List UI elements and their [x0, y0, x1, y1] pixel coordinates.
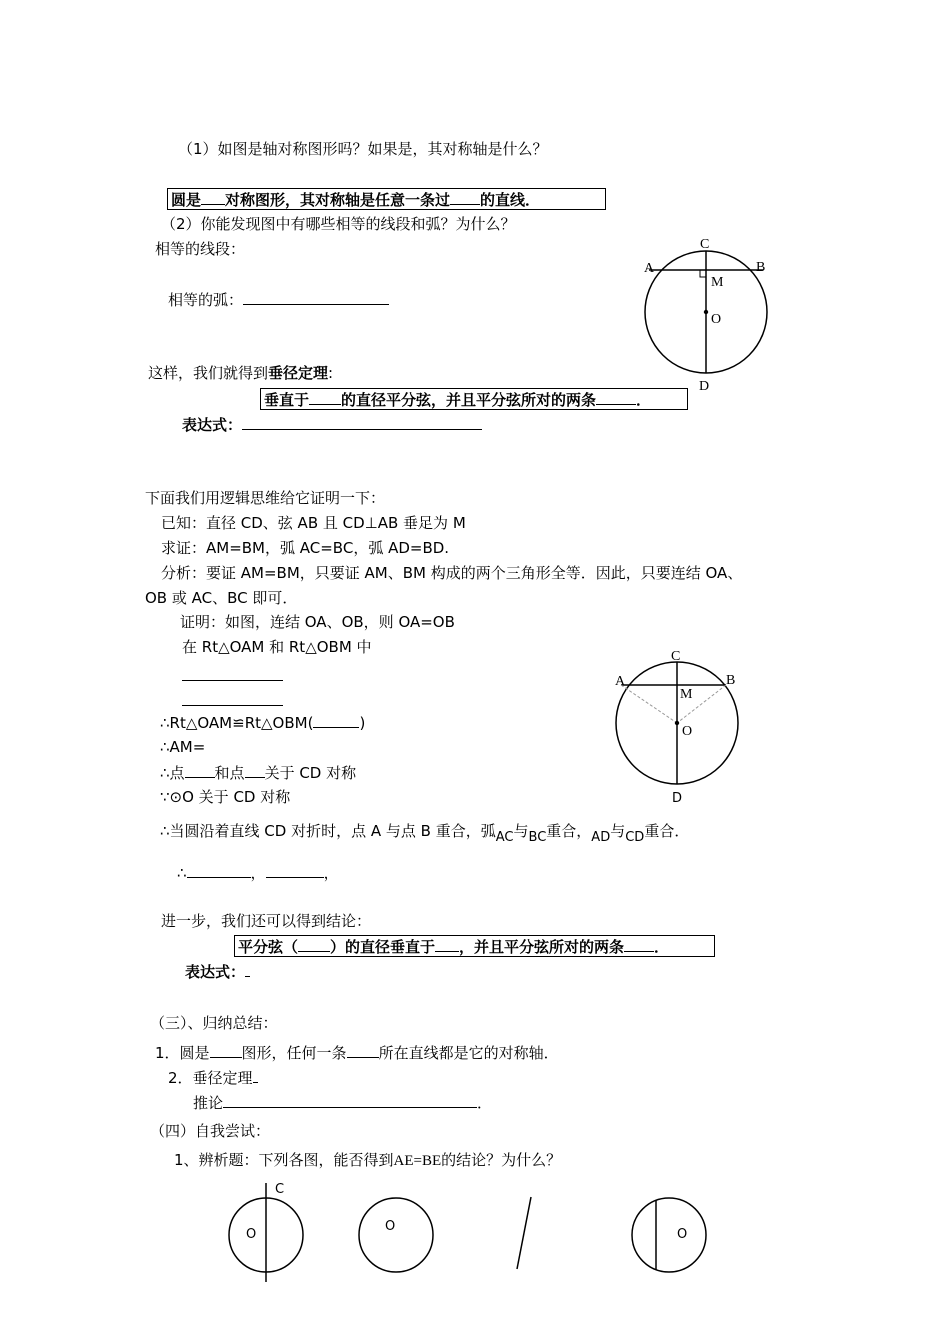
symmetry-text-a: 圆是 — [171, 191, 202, 209]
arc-ad-label: AD — [591, 830, 611, 845]
label-c-1: C — [700, 237, 710, 252]
corollary-text-d: ． — [654, 938, 670, 956]
practice-circle-2 — [359, 1198, 433, 1272]
corollary-fill-box — [234, 935, 715, 957]
comma-1: ， — [250, 864, 266, 882]
summary-item-2 — [168, 1067, 258, 1088]
symmetry-text-c: 的直线． — [480, 191, 541, 209]
blank-inference[interactable] — [223, 1092, 477, 1108]
circle-diagram-1 — [630, 230, 790, 400]
proof-points-symmetric — [160, 762, 356, 783]
summary-inference-end: ． — [477, 1094, 493, 1112]
proof-fold-text-c: 重合． — [644, 822, 690, 840]
symmetry-text-b: 对称图形，其对称轴是任意一条过 — [225, 191, 451, 209]
blank-symmetry-type[interactable] — [201, 189, 225, 205]
corollary-text-c: ，并且平分弦所对的两条 — [459, 938, 625, 956]
expression-label-2: 表达式： — [185, 963, 246, 981]
equal-arcs-text: 相等的弧： — [168, 291, 244, 309]
blank-perpendicular-to[interactable] — [309, 389, 341, 405]
blank-point-2[interactable] — [245, 762, 265, 778]
practice-figures — [220, 1175, 720, 1290]
corollary-text-a: 平分弦（ — [238, 938, 299, 956]
blank-condition-1[interactable] — [182, 680, 283, 681]
summary-item-1 — [155, 1042, 559, 1063]
arc-ac-label: AC — [495, 830, 514, 845]
summary-item-1-c: 所在直线都是它的对称轴． — [378, 1044, 559, 1062]
proof-to-prove: 求证：AM=BM，弧 AC=BC，弧 AD=BD. — [161, 539, 450, 557]
practice-label-c: C — [275, 1182, 285, 1197]
label-a-1: A — [644, 261, 655, 276]
circle-diagram-2 — [600, 640, 760, 810]
label-m-2: M — [680, 687, 693, 702]
proof-congruent-close: ) — [359, 714, 366, 732]
blank-circle-shape-type[interactable] — [210, 1042, 242, 1058]
proof-fold-with-1: 与 — [513, 822, 529, 840]
proof-fold-with-2: 与 — [610, 822, 626, 840]
blank-perpendicular-target[interactable] — [435, 936, 459, 952]
theorem-fill-box — [260, 388, 688, 410]
proof-fold-text-b: 重合， — [546, 822, 592, 840]
theorem-name: 垂径定理 — [268, 364, 329, 382]
blank-theorem[interactable] — [253, 1067, 258, 1083]
expression-row-1 — [182, 414, 482, 435]
proof-conclusion — [177, 862, 339, 883]
summary-item-1-a: 1．圆是 — [155, 1044, 210, 1062]
corollary-text-b: ）的直径垂直于 — [330, 938, 436, 956]
label-o-2: O — [682, 724, 693, 739]
proof-am-equals: ∴AM= — [160, 738, 206, 756]
right-angle-mark-1 — [700, 270, 706, 277]
center-dot-2 — [675, 721, 679, 725]
arc-cd-label: CD — [625, 830, 645, 845]
proof-points-text-b: 和点 — [214, 764, 245, 782]
theorem-colon: : — [328, 364, 334, 382]
proof-congruent — [160, 712, 365, 733]
expression-row-2 — [185, 961, 250, 982]
label-b-1: B — [756, 260, 766, 275]
blank-corollary-arcs[interactable] — [624, 936, 654, 952]
label-a-2: A — [615, 674, 626, 689]
summary-inference — [193, 1092, 492, 1113]
label-d-2: D — [672, 791, 683, 806]
theorem-text-c: ． — [636, 391, 652, 409]
arc-bc-label: BC — [528, 830, 547, 845]
proof-intro: 下面我们用逻辑思维给它证明一下： — [145, 489, 386, 507]
equal-segments-label: 相等的线段： — [155, 240, 246, 258]
proof-fold-text-a: ∴当圆沿着直线 CD 对折时，点 A 与点 B 重合，弧 — [160, 822, 496, 840]
blank-point-1[interactable] — [185, 762, 215, 778]
label-b-2: B — [726, 673, 736, 688]
center-dot-1 — [704, 310, 708, 314]
proof-points-text-a: ∴点 — [160, 764, 185, 782]
blank-expression-2[interactable] — [245, 961, 250, 977]
practice-question-1 — [174, 1150, 561, 1171]
blank-expression-1[interactable] — [242, 414, 482, 430]
theorem-intro — [148, 363, 333, 383]
blank-axis-point[interactable] — [450, 189, 480, 205]
label-c-2: C — [671, 649, 681, 664]
practice-circle-4 — [632, 1198, 706, 1272]
proof-points-text-c: 关于 CD 对称 — [264, 764, 357, 782]
proof-given: 已知：直径 CD、弦 AB 且 CD⊥AB 垂足为 M — [161, 514, 466, 532]
summary-inference-label: 推论 — [193, 1094, 224, 1112]
radius-oa-2 — [621, 685, 677, 723]
corollary-intro: 进一步，我们还可以得到结论： — [161, 912, 372, 930]
practice-slanted-line — [517, 1197, 531, 1269]
blank-congruence-reason[interactable] — [313, 712, 359, 728]
practice-q1-ae-be: AE=BE — [393, 1153, 442, 1169]
blank-chord-type[interactable] — [298, 936, 330, 952]
therefore-symbol: ∴ — [177, 864, 187, 882]
theorem-intro-text: 这样，我们就得到 — [148, 364, 269, 382]
blank-conclusion-1[interactable] — [187, 862, 251, 878]
practice-label-o-2: O — [385, 1219, 396, 1234]
theorem-text-b: 的直径平分弦，并且平分弦所对的两条 — [341, 391, 597, 409]
label-m-1: M — [711, 275, 724, 290]
theorem-text-a: 垂直于 — [264, 391, 310, 409]
summary-item-1-b: 图形，任何一条 — [241, 1044, 347, 1062]
proof-line: 证明：如图，连结 OA、OB，则 OA=OB — [180, 613, 455, 631]
proof-in-triangles: 在 Rt△OAM 和 Rt△OBM 中 — [182, 638, 372, 656]
proof-fold — [160, 821, 689, 843]
expression-label-1: 表达式： — [182, 416, 243, 434]
blank-line-type[interactable] — [347, 1042, 379, 1058]
proof-analysis-2: OB 或 AC、BC 即可． — [145, 589, 298, 607]
comma-2: ， — [323, 864, 339, 882]
summary-item-2-text: 2．垂径定理 — [168, 1069, 253, 1087]
equal-arcs-label — [168, 289, 389, 310]
label-o-1: O — [711, 312, 722, 327]
blank-conclusion-2[interactable] — [266, 862, 324, 878]
proof-analysis-1: 分析：要证 AM=BM，只要证 AM、BM 构成的两个三角形全等．因此，只要连结 OA、 — [161, 564, 743, 582]
blank-condition-2[interactable] — [182, 705, 283, 706]
question-1: （1）如图是轴对称图形吗？如果是，其对称轴是什么？ — [178, 140, 548, 158]
summary-heading: （三）、归纳总结： — [150, 1014, 278, 1032]
proof-circle-symmetric: ∵⊙O 关于 CD 对称 — [160, 788, 291, 806]
proof-congruent-text: ∴Rt△OAM≌Rt△OBM( — [160, 714, 314, 732]
practice-q1-text-b: 的结论？为什么？ — [441, 1151, 562, 1169]
practice-heading: （四）自我尝试： — [150, 1122, 271, 1140]
label-d-1: D — [699, 379, 710, 394]
practice-label-o-4: O — [677, 1227, 688, 1242]
symmetry-fill-box — [167, 188, 606, 210]
blank-equal-arcs[interactable] — [243, 289, 389, 305]
practice-q1-text-a: 1、辨析题：下列各图，能否得到 — [174, 1151, 394, 1169]
question-2: （2）你能发现图中有哪些相等的线段和弧？为什么？ — [161, 215, 516, 233]
practice-label-o-1: O — [246, 1227, 257, 1242]
